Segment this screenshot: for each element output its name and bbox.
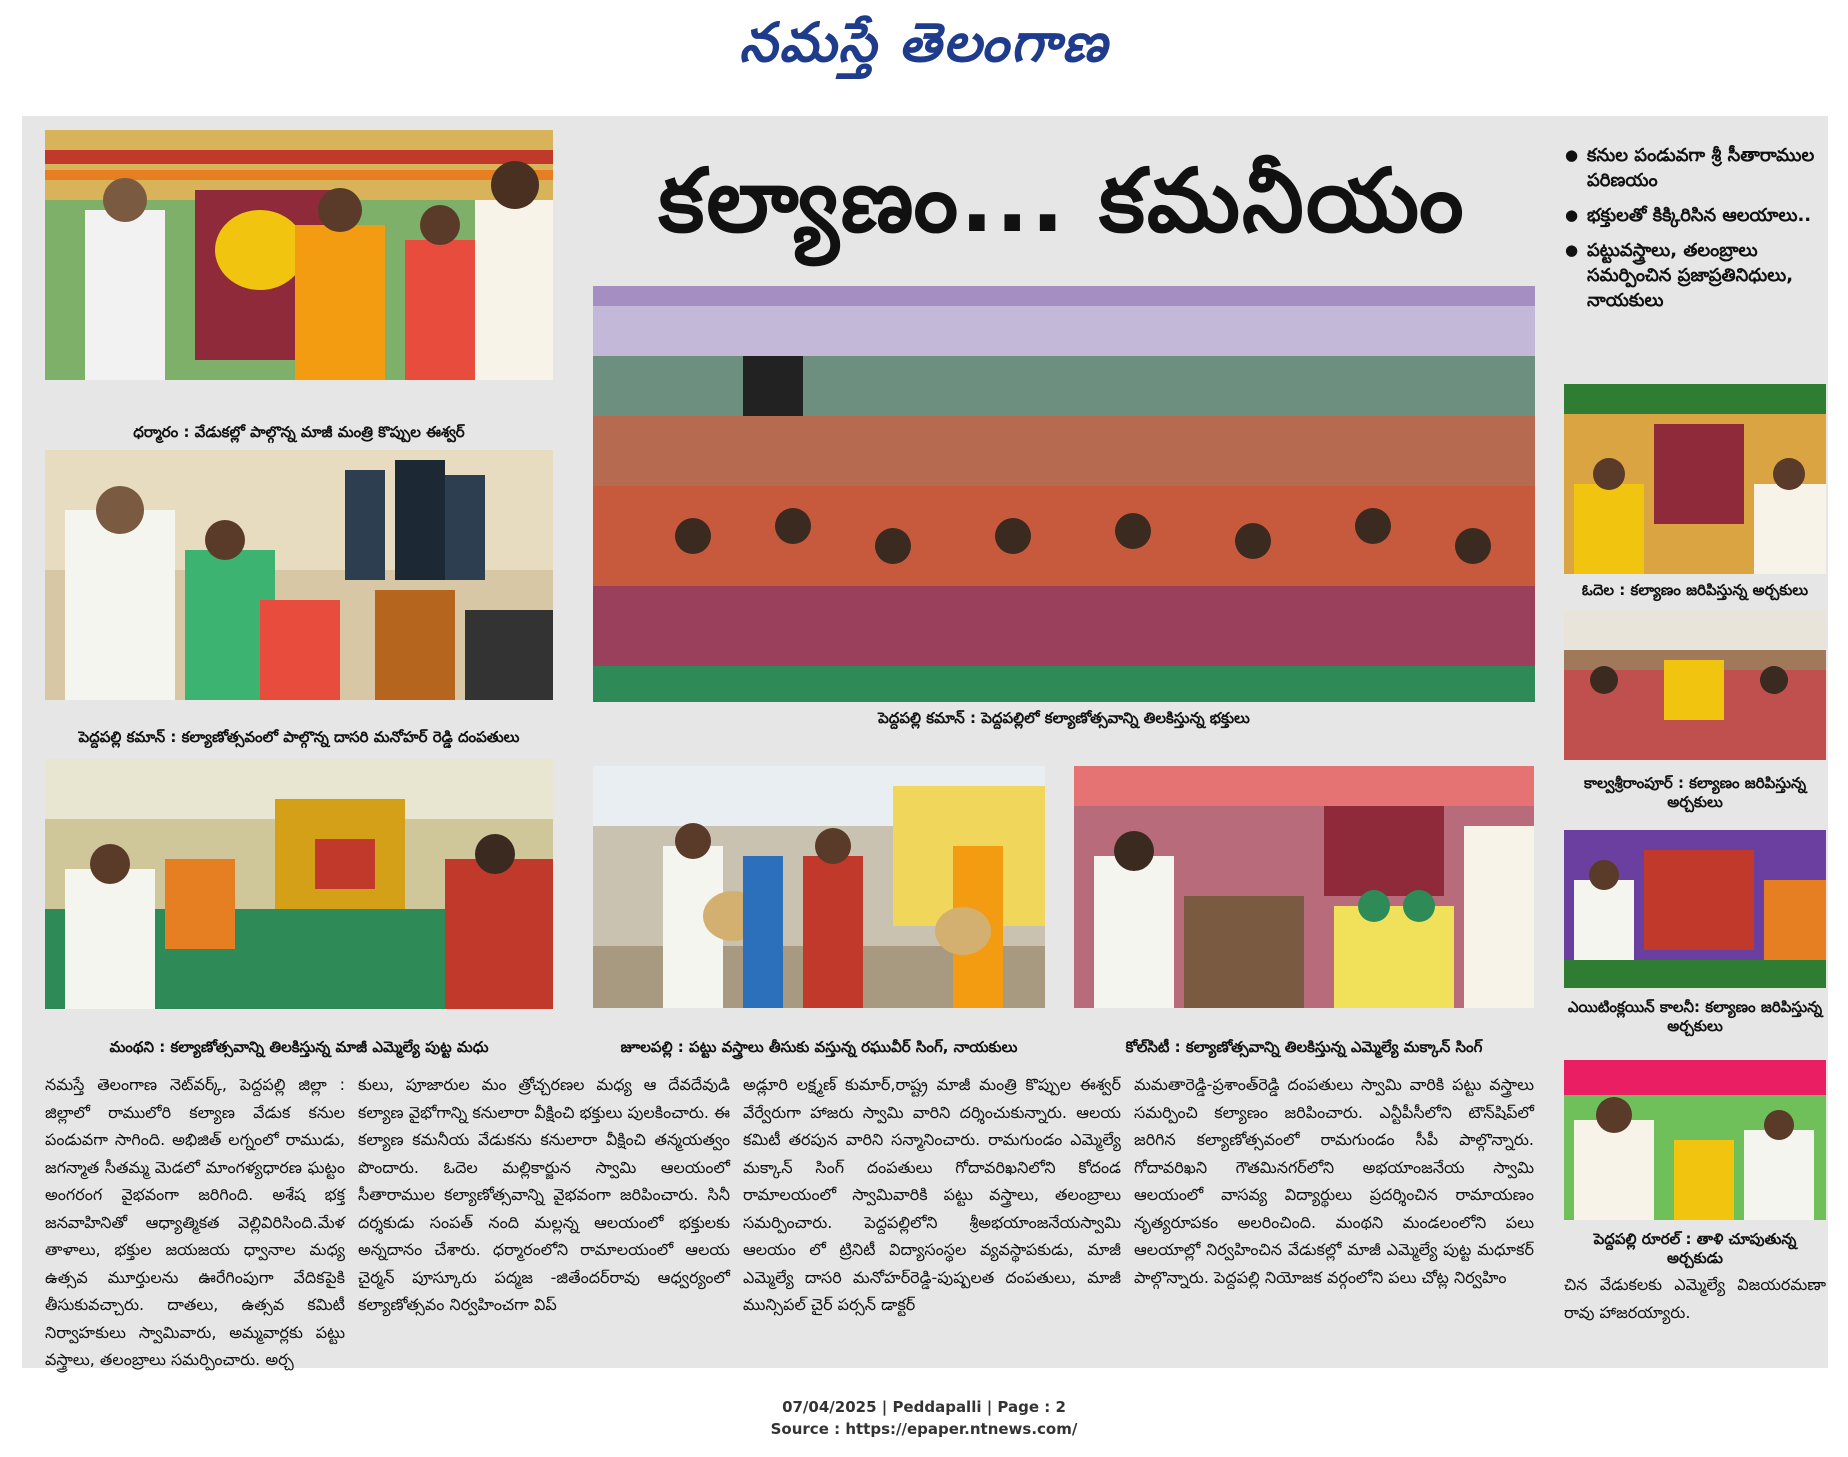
photo-peddapalli-devotees — [593, 286, 1535, 702]
photo-manthani-image — [45, 759, 553, 1009]
photo-eightincline — [1564, 830, 1826, 988]
caption-odela: ఓదెల : కల్యాణం జరిపిస్తున్న అర్చకులు — [1581, 581, 1809, 599]
caption-peddapalli-rural: పెద్దపల్లి రూరల్ : తాళి చూపుతున్న అర్చకుడు — [1593, 1230, 1797, 1267]
article-column-5 — [1564, 1271, 1826, 1326]
article-column-1 — [45, 1071, 345, 1374]
photo-julapalli-image — [593, 766, 1045, 1008]
highlight-item: ● కనుల పండువగా శ్రీ సీతారాముల పరిణయం — [1565, 143, 1825, 193]
caption-colcity: కోల్‌సిటీ : కల్యాణోత్సవాన్ని తిలకిస్తున్న ఎమ్మెల్యే మక్కాన్ సింగ్ — [1125, 1038, 1483, 1056]
article-text: నమస్తే తెలంగాణ నెట్‌వర్క్, పెద్దపల్లి జిల్లా : జిల్లాలో రాములోరి కల్యాణ వేడుక కనుల పండువగా సాగింది. అభిజిత్ లగ్నంలో రాముడు, జగన్మాత సీతమ్మ మెడలో మాంగళ్యధారణ ఘట్టం అంగరంగ వైభవంగా జరిగింది. అశేష భక్త జనవాహినితో ఆధ్యాత్మికత వెల్లివిరిసింది.మేళ తాళాలు, భక్తుల జయజయ ధ్వానాల మధ్య ఉత్సవ మూర్తులను ఊరేగింపుగా వేదికపైకి తీసుకువచ్చారు. దాతలు, ఉత్సవ కమిటీ నిర్వాహకులు స్వామివారు, అమ్మవార్లకు పట్టు వస్త్రాలు, తలంబ్రాలు సమర్పించారు. అర్చ — [45, 1075, 345, 1369]
photo-peddapalli-devotees-image — [593, 286, 1535, 702]
newspaper-page — [22, 116, 1828, 1368]
photo-odela-image — [1564, 384, 1826, 574]
caption-peddapalli-kaman-couple: పెద్దపల్లి కమాన్ : కల్యాణోత్సవంలో పాల్గొన్న దాసరి మనోహర్ రెడ్డి దంపతులు — [78, 728, 520, 746]
photo-colcity — [1074, 766, 1534, 1008]
article-column-2 — [358, 1071, 730, 1319]
article-text: కులు, పూజారుల మం త్రోచ్చరణల మధ్య ఆ దేవదేవుడి కల్యాణ వైభోగాన్ని కనులారా వీక్షించి భక్తులు పులకించారు. ఈ కల్యాణ కమనీయ వేడుకను కనులారా వీక్షించి తన్మయత్వం పొందారు. ఓదెల మల్లికార్జున స్వామి ఆలయంలో సీతారాముల కల్యాణోత్సవాన్ని వైభవంగా జరిపించారు. సినీ దర్శకుడు సంపత్ నంది మల్లన్న ఆలయంలో భక్తులకు అన్నదానం చేశారు. ధర్మారంలోని రామాలయంలో ఆలయ చైర్మన్ పూస్కూరు పద్మజ -జితేందర్‌రావు ఆధ్వర్యంలో కల్యాణోత్సవం నిర్వహించగా విప్ — [358, 1075, 730, 1314]
caption-dharmaram: ధర్మారం : వేడుకల్లో పాల్గొన్న మాజీ మంత్రి కొప్పుల ఈశ్వర్ — [133, 423, 465, 441]
photo-colcity-image — [1074, 766, 1534, 1008]
photo-dharmaram-image — [45, 130, 553, 380]
photo-kalvasriram — [1564, 610, 1826, 760]
masthead — [0, 10, 1848, 90]
caption-eightincline: ఎయిటింక్లయిన్ కాలనీ: కల్యాణం జరిపిస్తున్న అర్చకులు — [1567, 998, 1823, 1035]
caption-peddapalli-devotees: పెద్దపల్లి కమాన్ : పెద్దపల్లిలో కల్యాణోత్సవాన్ని తిలకిస్తున్న భక్తులు — [878, 709, 1250, 727]
photo-eightincline-image — [1564, 830, 1826, 988]
footer-source-line: Source : https://epaper.ntnews.com/ — [770, 1420, 1078, 1438]
headline: కల్యాణం... కమనీయం — [658, 149, 1466, 252]
article-text: చిన వేడుకలకు ఎమ్మెల్యే విజయరమణా రావు హాజరయ్యారు. — [1564, 1275, 1826, 1322]
photo-dharmaram — [45, 130, 553, 380]
photo-manthani — [45, 759, 553, 1009]
caption-manthani: మంథని : కల్యాణోత్సవాన్ని తిలకిస్తున్న మాజీ ఎమ్మెల్యే పుట్ట మధు — [109, 1038, 489, 1056]
photo-peddapalli-kaman-couple-image — [45, 450, 553, 700]
article-text: మమతారెడ్డి-ప్రశాంత్‌రెడ్డి దంపతులు స్వామి వారికి పట్టు వస్త్రాలు సమర్పించి కల్యాణం జరిపించారు. ఎన్టీపీసీలోని టౌన్‌షిప్‌లో జరిగిన కల్యాణోత్సవంలో రామగుండం సీపీ పాల్గొన్నారు. గోదావరిఖని గౌతమినగర్‌లోని అభయాంజనేయ స్వామి ఆలయంలో వాసవ్య విద్యార్థులు ప్రదర్శించిన రామాయణం నృత్యరూపకం అలరించింది. మంథని మండలంలోని పలు ఆలయాల్లో నిర్వహించిన వేడుకల్లో మాజీ ఎమ్మెల్యే పుట్ట మధూకర్ పాల్గొన్నారు. పెద్దపల్లి నియోజక వర్గంలోని పలు చోట్ల నిర్వహిం — [1134, 1075, 1534, 1287]
highlights-list — [1565, 143, 1825, 323]
article-column-3 — [743, 1071, 1121, 1319]
photo-peddapalli-rural — [1564, 1060, 1826, 1220]
highlight-item: ● భక్తులతో కిక్కిరిసిన ఆలయాలు.. — [1565, 203, 1825, 228]
newspaper-logo: నమస్తే తెలంగాణ — [739, 10, 1109, 74]
photo-kalvasriram-image — [1564, 610, 1826, 760]
article-text: అడ్లూరి లక్ష్మణ్ కుమార్,రాష్ట్ర మాజీ మంత్రి కొప్పుల ఈశ్వర్ వేర్వేరుగా హాజరు స్వామి వారిని దర్శించుకున్నారు. ఆలయ కమిటీ తరపున వారిని సన్మానించారు. రామగుండం ఎమ్మెల్యే మక్కాన్ సింగ్ దంపతులు గోదావరిఖనిలోని కోదండ రామాలయంలో స్వామివారికి పట్టు వస్త్రాలు, తలంబ్రాలు సమర్పించారు. పెద్దపల్లిలోని శ్రీఅభయాంజనేయస్వామి ఆలయం లో ట్రినిటీ విద్యాసంస్థల వ్యవస్థాపకుడు, మాజీ ఎమ్మెల్యే దాసరి మనోహర్‌రెడ్డి-పుష్పలత దంపతులు, మాజీ మున్సిపల్ చైర్ పర్సన్ డాక్టర్ — [743, 1075, 1121, 1314]
highlight-item: ● పట్టువస్త్రాలు, తలంబ్రాలు సమర్పించిన ప్రజాప్రతినిధులు, నాయకులు — [1565, 238, 1825, 313]
article-column-4 — [1134, 1071, 1534, 1291]
photo-julapalli — [593, 766, 1045, 1008]
caption-kalvasriram: కాల్వశ్రీరాంపూర్ : కల్యాణం జరిపిస్తున్న అర్చకులు — [1583, 774, 1807, 811]
caption-julapalli: జూలపల్లి : పట్టు వస్త్రాలు తీసుకు వస్తున్న రఘువీర్ సింగ్, నాయకులు — [620, 1038, 1018, 1056]
footer-date-line: 07/04/2025 | Peddapalli | Page : 2 — [782, 1398, 1066, 1416]
photo-peddapalli-kaman-couple — [45, 450, 553, 700]
photo-odela — [1564, 384, 1826, 574]
photo-peddapalli-rural-image — [1564, 1060, 1826, 1220]
